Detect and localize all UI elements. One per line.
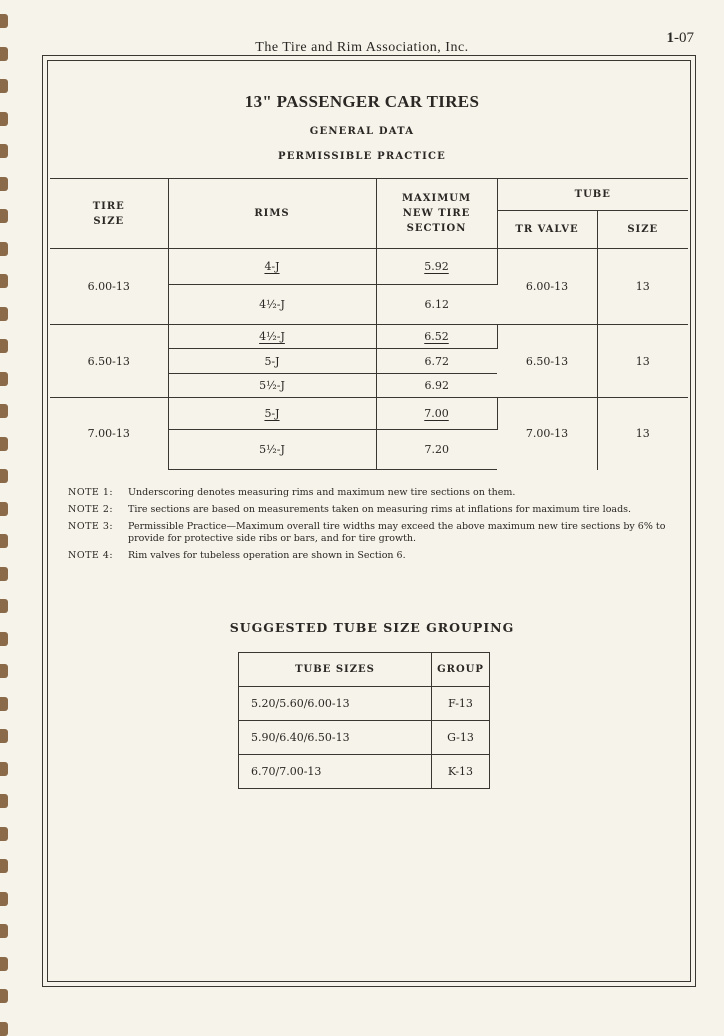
binding-ring bbox=[0, 697, 8, 711]
section-cell: 7.00 bbox=[376, 398, 497, 430]
binding-ring bbox=[0, 469, 8, 483]
tire-data-table bbox=[50, 178, 688, 470]
section-cell: 5.92 bbox=[376, 249, 497, 285]
header-size: SIZE bbox=[627, 224, 659, 235]
page-title: 13" PASSENGER CAR TIRES bbox=[244, 92, 480, 111]
section-cell: 6.12 bbox=[376, 285, 497, 325]
binding-ring bbox=[0, 437, 8, 451]
valve-cell: 7.00-13 bbox=[497, 398, 597, 470]
header-valve: TR VALVE bbox=[497, 211, 597, 249]
tube-sizes-cell: 5.20/5.60/6.00-13 bbox=[239, 687, 432, 721]
note-text: Underscoring denotes measuring rims and maximum new tire sections on them. bbox=[128, 487, 516, 498]
binding-ring bbox=[0, 14, 8, 28]
binding-ring bbox=[0, 404, 8, 418]
running-head: The Tire and Rim Association, Inc. bbox=[255, 40, 469, 55]
note-item bbox=[68, 521, 680, 545]
note-text: Permissible Practice—Maximum overall tire widths may exceed the above maximum new tire sections by 6% to provide for protective side ribs or bars, and for tire growth. bbox=[128, 521, 666, 544]
binding-ring bbox=[0, 242, 8, 256]
rim-cell: 5½-J bbox=[168, 374, 376, 398]
section-cell: 6.72 bbox=[376, 349, 497, 374]
group-cell: G-13 bbox=[432, 721, 490, 755]
tube-sizes-cell: 5.90/6.40/6.50-13 bbox=[239, 721, 432, 755]
rim-cell: 4½-J bbox=[168, 325, 376, 349]
practice-label: PERMISSIBLE PRACTICE bbox=[278, 151, 446, 162]
binding-ring bbox=[0, 859, 8, 873]
binding-ring bbox=[0, 892, 8, 906]
page-number-section: 1 bbox=[666, 30, 674, 46]
binding-ring bbox=[0, 827, 8, 841]
page-number bbox=[667, 30, 695, 47]
header-max-section: MAXIMUM NEW TIRE SECTION bbox=[376, 179, 497, 249]
rim-cell: 5-J bbox=[168, 349, 376, 374]
tube-size-cell: 13 bbox=[597, 325, 688, 398]
tire-size-cell: 6.50-13 bbox=[50, 325, 168, 398]
tube-size-cell: 13 bbox=[597, 398, 688, 470]
note-item bbox=[68, 487, 680, 499]
valve-cell: 6.00-13 bbox=[497, 249, 597, 325]
subtitle: GENERAL DATA bbox=[309, 126, 415, 137]
table-row bbox=[50, 249, 688, 285]
header-rims: RIMS bbox=[168, 179, 376, 249]
table-row bbox=[239, 721, 490, 755]
binding-ring bbox=[0, 664, 8, 678]
group-cell: K-13 bbox=[432, 755, 490, 789]
section-cell: 7.20 bbox=[376, 430, 497, 470]
group-cell: F-13 bbox=[432, 687, 490, 721]
tube-sizes-cell: 6.70/7.00-13 bbox=[239, 755, 432, 789]
binding-ring bbox=[0, 957, 8, 971]
binding-ring bbox=[0, 599, 8, 613]
note-text: Tire sections are based on measurements taken on measuring rims at inflations for maximum tire loads. bbox=[128, 504, 632, 515]
notes-section bbox=[68, 487, 680, 567]
note-text: Rim valves for tubeless operation are shown in Section 6. bbox=[128, 550, 406, 561]
rim-cell: 5½-J bbox=[168, 430, 376, 470]
valve-cell: 6.50-13 bbox=[497, 325, 597, 398]
tube-size-cell: 13 bbox=[597, 249, 688, 325]
tire-size-cell: 7.00-13 bbox=[50, 398, 168, 470]
table-row bbox=[50, 325, 688, 349]
suggested-title: SUGGESTED TUBE SIZE GROUPING bbox=[229, 620, 515, 635]
note-label: NOTE 3: bbox=[68, 521, 114, 532]
binding-ring bbox=[0, 177, 8, 191]
binding-ring bbox=[0, 339, 8, 353]
header-tube: TUBE bbox=[497, 179, 688, 211]
header-group: GROUP bbox=[432, 653, 490, 687]
binding-ring bbox=[0, 274, 8, 288]
section-cell: 6.92 bbox=[376, 374, 497, 398]
binding-ring bbox=[0, 924, 8, 938]
rim-cell: 4-J bbox=[168, 249, 376, 285]
note-item bbox=[68, 504, 680, 516]
rim-cell: 4½-J bbox=[168, 285, 376, 325]
binding-ring bbox=[0, 79, 8, 93]
binding-ring bbox=[0, 307, 8, 321]
header-tube-sizes: TUBE SIZES bbox=[239, 653, 432, 687]
binding-ring bbox=[0, 502, 8, 516]
binding-ring bbox=[0, 762, 8, 776]
tube-grouping-table bbox=[238, 652, 490, 789]
binding-ring bbox=[0, 729, 8, 743]
binding-ring bbox=[0, 209, 8, 223]
note-item bbox=[68, 550, 680, 562]
tire-size-cell: 6.00-13 bbox=[50, 249, 168, 325]
note-label: NOTE 1: bbox=[68, 487, 114, 498]
note-label: NOTE 4: bbox=[68, 550, 114, 561]
binding-ring bbox=[0, 534, 8, 548]
binding-ring bbox=[0, 372, 8, 386]
table-row bbox=[239, 687, 490, 721]
binding-ring bbox=[0, 794, 8, 808]
header-tire-size: TIRE SIZE bbox=[50, 179, 168, 249]
rim-cell: 5-J bbox=[168, 398, 376, 430]
binding-ring bbox=[0, 989, 8, 1003]
table-row bbox=[239, 755, 490, 789]
table-row bbox=[50, 398, 688, 430]
binding-ring bbox=[0, 567, 8, 581]
section-cell: 6.52 bbox=[376, 325, 497, 349]
page-number-rest: -07 bbox=[674, 30, 694, 46]
binding-ring bbox=[0, 112, 8, 126]
note-label: NOTE 2: bbox=[68, 504, 114, 515]
